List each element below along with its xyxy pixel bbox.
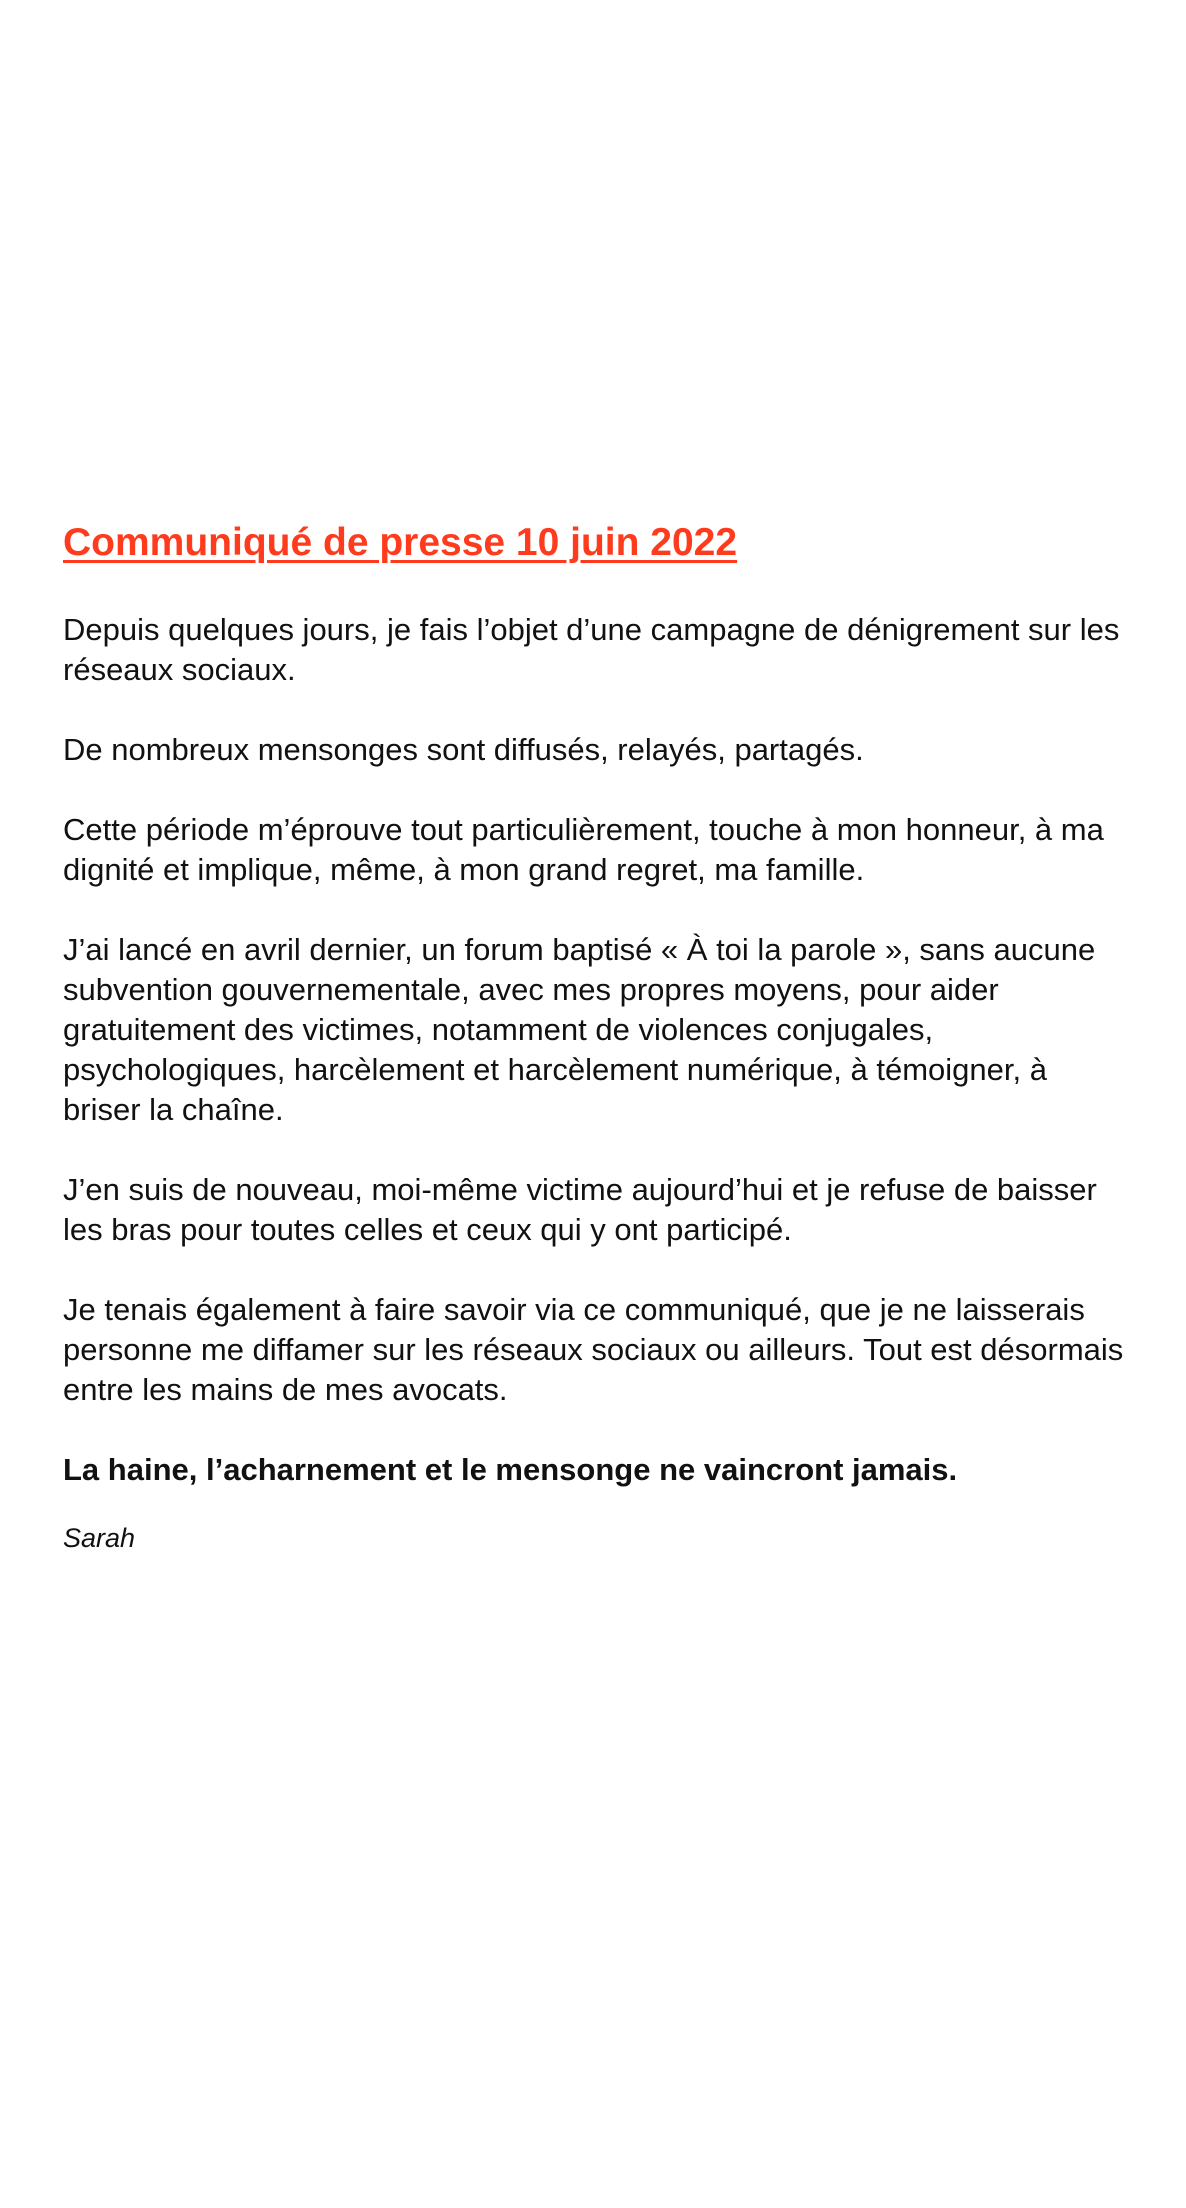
signature: Sarah [63, 1523, 136, 1553]
paragraph-6: Je tenais également à faire savoir via ce communiqué, que je ne laisserais personne me diffamer sur les réseaux sociaux ou ailleurs. Tout est désormais entre les mains de mes avocats. [63, 1292, 1124, 1407]
paragraph-1: Depuis quelques jours, je fais l’objet d’une campagne de dénigrement sur les réseaux sociaux. [63, 612, 1120, 687]
page-title: Communiqué de presse 10 juin 2022 [63, 521, 738, 564]
paragraph-5: J’en suis de nouveau, moi-même victime aujourd’hui et je refuse de baisser les bras pour toutes celles et ceux qui y ont participé. [63, 1172, 1097, 1247]
paragraph-3: Cette période m’éprouve tout particulièrement, touche à mon honneur, à ma dignité et implique, même, à mon grand regret, ma famille. [63, 812, 1104, 887]
press-release [63, 520, 1133, 1556]
paragraph-4: J’ai lancé en avril dernier, un forum baptisé « À toi la parole », sans aucune subvention gouvernementale, avec mes propres moyens, pour aider gratuitement des victimes, notamment de violences conjugales, psychologiques, harcèlement et harcèlement numérique, à témoigner, à briser la chaîne. [63, 932, 1096, 1127]
closing-statement: La haine, l’acharnement et le mensonge ne vaincront jamais. [63, 1452, 958, 1487]
paragraph-2: De nombreux mensonges sont diffusés, relayés, partagés. [63, 732, 864, 767]
